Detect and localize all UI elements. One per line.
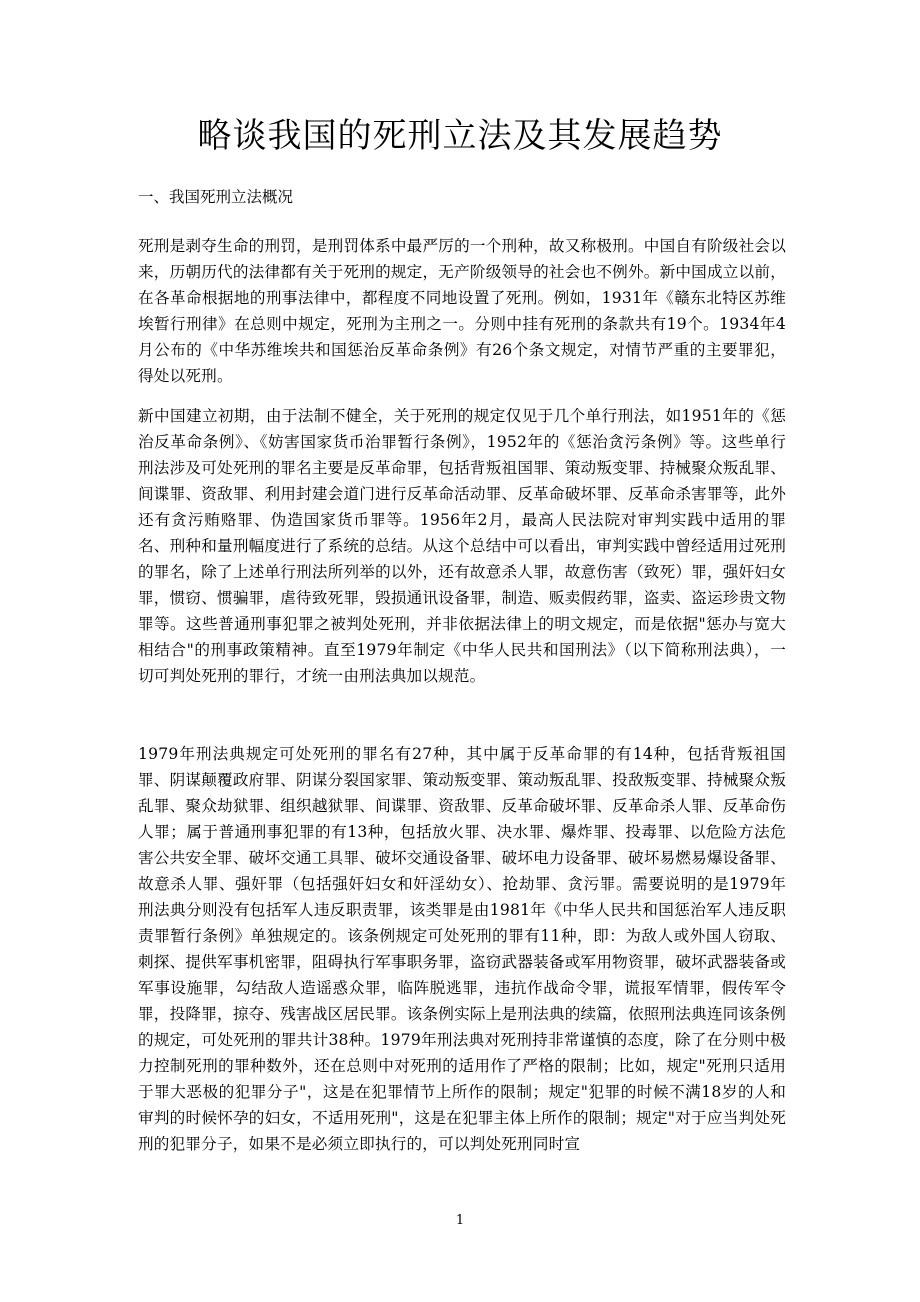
section-heading: 一、我国死刑立法概况 xyxy=(138,188,294,206)
paragraph-2: 新中国建立初期，由于法制不健全，关于死刑的规定仅见于几个单行刑法，如1951年的《惩治反革命条例》、《妨害国家货币治罪暂行条例》，1952年的《惩治贪污条例》等。这些单行刑法涉及可处死刑的罪名主要是反革命罪，包括背叛祖国罪、策动叛变罪、持械聚众叛乱罪、间谍罪、资敌罪、利用封建会道门进行反革命活动罪、反革命破坏罪、反革命杀害罪等，此外还有贪污贿赂罪、伪造国家货币罪等。1956年2月，最高人民法院对审判实践中适用的罪名、刑种和量刑幅度进行了系统的总结。从这个总结中可以看出，审判实践中曾经适用过死刑的罪名，除了上述单行刑法所列举的以外，还有故意杀人罪，故意伤害（致死）罪，强奸妇女罪，惯窃、惯骗罪，虐待致死罪，毁损通讯设备罪，制造、贩卖假药罪，盗卖、盗运珍贵文物罪等。这些普通刑事犯罪之被判处死刑，并非依据法律上的明文规定，而是依据"惩办与宽大相结合"的刑事政策精神。直至1979年制定《中华人民共和国刑法》（以下简称刑法典），一切可判处死刑的罪行，才统一由刑法典加以规范。 xyxy=(138,407,786,685)
page-number: 1 xyxy=(455,1213,465,1228)
paragraph-3: 1979年刑法典规定可处死刑的罪名有27种，其中属于反革命罪的有14种，包括背叛祖国罪、阴谋颠覆政府罪、阴谋分裂国家罪、策动叛变罪、策动叛乱罪、投敌叛变罪、持械聚众叛乱罪、聚众劫狱罪、组织越狱罪、间谍罪、资敌罪、反革命破坏罪、反革命杀人罪、反革命伤人罪；属于普通刑事犯罪的有13种，包括放火罪、决水罪、爆炸罪、投毒罪、以危险方法危害公共安全罪、破坏交通工具罪、破坏交通设备罪、破坏电力设备罪、破坏易燃易爆设备罪、故意杀人罪、强奸罪（包括强奸妇女和奸淫幼女）、抢劫罪、贪污罪。需要说明的是1979年刑法典分则没有包括军人违反职责罪，该类罪是由1981年《中华人民共和国惩治军人违反职责罪暂行条例》单独规定的。该条例规定可处死刑的罪有11种，即：为敌人或外国人窃取、刺探、提供军事机密罪，阻碍执行军事职务罪，盗窃武器装备或军用物资罪，破坏武器装备或军事设施罪，勾结敌人造谣惑众罪，临阵脱逃罪，违抗作战命令罪，谎报军情罪，假传军令罪，投降罪，掠夺、残害战区居民罪。该条例实际上是刑法典的续篇，依照刑法典连同该条例的规定，可处死刑的罪共计38种。1979年刑法典对死刑持非常谨慎的态度，除了在分则中极力控制死刑的罪种数外，还在总则中对死刑的适用作了严格的限制；比如，规定"死刑只适用于罪大恶极的犯罪分子"，这是在犯罪情节上所作的限制；规定"犯罪的时候不满18岁的人和审判的时候怀孕的妇女，不适用死刑"，这是在犯罪主体上所作的限制；规定"对于应当判处死刑的犯罪分子，如果不是必须立即执行的，可以判处死刑同时宣 xyxy=(138,745,786,1153)
document-title: 略谈我国的死刑立法及其发展趋势 xyxy=(197,116,723,156)
paragraph-1: 死刑是剥夺生命的刑罚，是刑罚体系中最严厉的一个刑种，故又称极刑。中国自有阶级社会以来，历朝历代的法律都有关于死刑的规定，无产阶级领导的社会也不例外。新中国成立以前，在各革命根据地的刑事法律中，都程度不同地设置了死刑。例如，1931年《赣东北特区苏维埃暂行刑律》在总则中规定，死刑为主刑之一。分则中挂有死刑的条款共有19个。1934年4月公布的《中华苏维埃共和国惩治反革命条例》有26个条文规定，对情节严重的主要罪犯，得处以死刑。 xyxy=(138,237,786,385)
